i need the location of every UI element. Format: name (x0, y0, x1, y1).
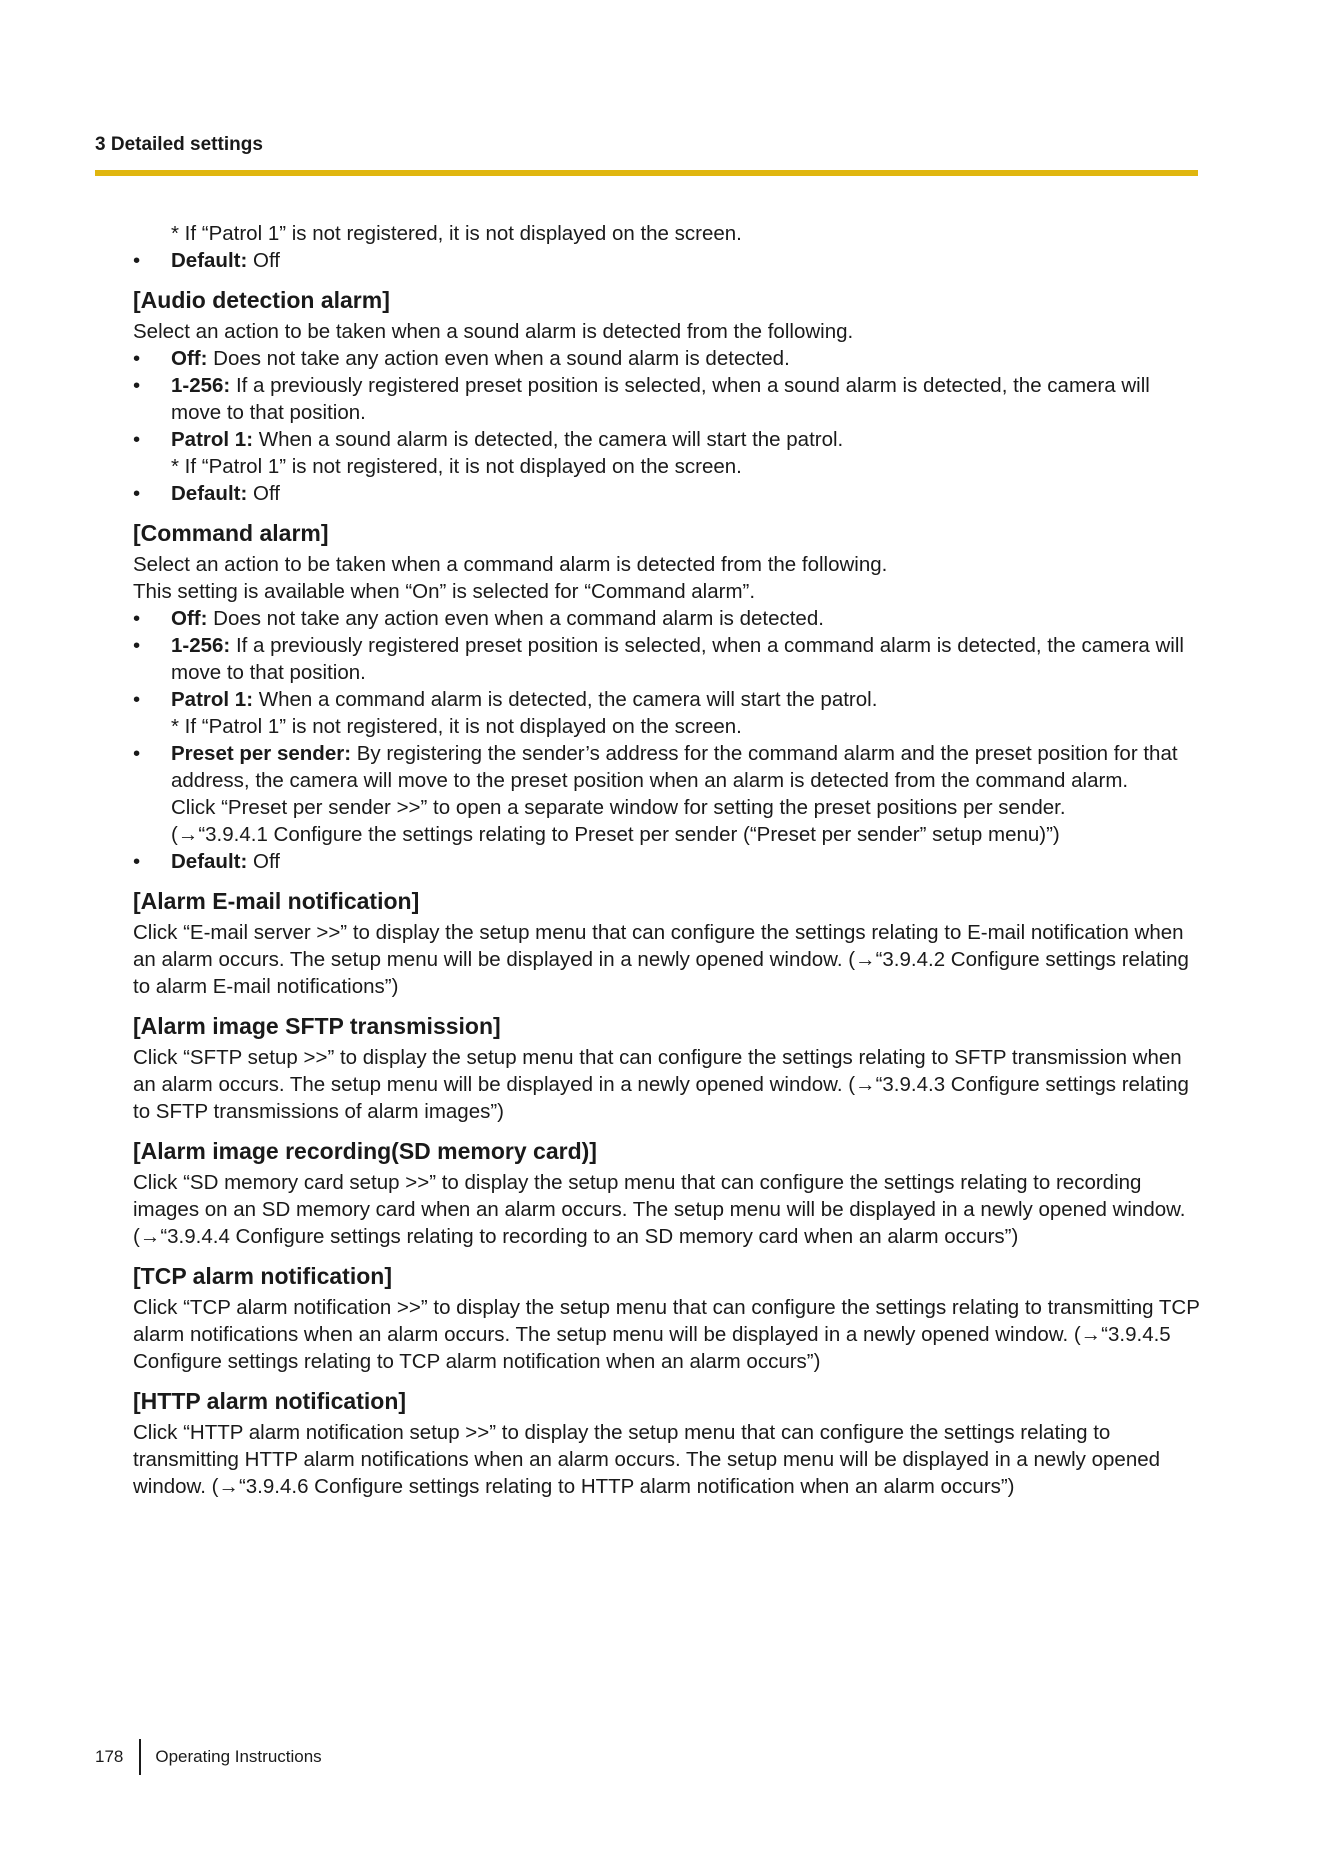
list-item: • 1-256: If a previously registered preset position is selected, when a command alarm is detected, the camera will move to that position. (133, 634, 1184, 684)
list-item: • Default: Off (133, 850, 280, 873)
page-footer (95, 1739, 322, 1775)
page-number: 178 (95, 1747, 124, 1766)
list-item: • Preset per sender: By registering the sender’s address for the command alarm and the preset position for that address, the camera will move to the preset position when an alarm is detected from the command alarm. Click “Preset per sender >>” to open a separate window for setting the preset positions per sender. (→“3.9.4.1 Configure the settings relating to Preset per sender (“Preset per sender” setup menu)”) (133, 740, 1201, 848)
footer-divider (139, 1739, 141, 1775)
bullet-icon: • (133, 374, 141, 397)
patrol-note: * If “Patrol 1” is not registered, it is not displayed on the screen. (171, 222, 742, 245)
section-title-email: [Alarm E-mail notification] (133, 888, 420, 914)
section-title-http: [HTTP alarm notification] (133, 1388, 407, 1414)
bullet-icon: • (133, 850, 141, 873)
list-item: • Default: Off (133, 249, 280, 272)
header-rule (95, 170, 1198, 176)
section-body: Click “TCP alarm notification >>” to display the setup menu that can configure the settings relating to transmitting TCP alarm notifications when an alarm occurs. The setup menu will be displayed in a newly opened window. (→“3.9.4.5 Configure settings relating to TCP alarm notification when an alarm occurs”) (133, 1296, 1200, 1373)
document-title: Operating Instructions (155, 1747, 322, 1766)
section-title-sd: [Alarm image recording(SD memory card)] (133, 1138, 597, 1164)
sender-instruction: Click “Preset per sender >>” to open a separate window for setting the preset positions per sender. (171, 796, 1066, 819)
patrol-note: * If “Patrol 1” is not registered, it is not displayed on the screen. (171, 715, 742, 738)
section-title-sftp: [Alarm image SFTP transmission] (133, 1013, 501, 1039)
list-item: • 1-256: If a previously registered preset position is selected, when a sound alarm is detected, the camera will move to that position. (133, 374, 1150, 424)
bullet-icon: • (133, 607, 141, 630)
list-item: • Off: Does not take any action even when a sound alarm is detected. (133, 347, 790, 370)
bullet-icon: • (133, 249, 141, 272)
bullet-icon: • (133, 428, 141, 451)
bullet-icon: • (133, 347, 141, 370)
patrol-note: * If “Patrol 1” is not registered, it is not displayed on the screen. (171, 455, 742, 478)
list-item: • Default: Off (133, 482, 280, 505)
bullet-icon: • (133, 634, 141, 657)
bullet-icon: • (133, 482, 141, 505)
page-content (133, 220, 1201, 1500)
section-title-tcp: [TCP alarm notification] (133, 1263, 392, 1289)
section-desc: Select an action to be taken when a sound alarm is detected from the following. (133, 320, 854, 343)
running-header: 3 Detailed settings (95, 134, 263, 155)
list-item: • Patrol 1: When a command alarm is detected, the camera will start the patrol. * If “Patrol 1” is not registered, it is not displayed on the screen. (133, 686, 1201, 740)
section-body: Click “HTTP alarm notification setup >>” to display the setup menu that can configure the settings relating to transmitting HTTP alarm notifications when an alarm occurs. The setup menu will be displayed in a newly opened window. (→“3.9.4.6 Configure settings relating to HTTP alarm notification when an alarm occurs”) (133, 1421, 1161, 1498)
section-body: Click “SFTP setup >>” to display the setup menu that can configure the settings relating to SFTP transmission when an alarm occurs. The setup menu will be displayed in a newly opened window. (→“3.9.4.3 Configure settings relating to SFTP transmissions of alarm images”) (133, 1046, 1189, 1123)
section-body: Click “SD memory card setup >>” to display the setup menu that can configure the settings relating to recording images on an SD memory card when an alarm occurs. The setup menu will be displayed in a newly opened window. (→“3.9.4.4 Configure settings relating to recording to an SD memory card when an alarm occurs”) (133, 1171, 1186, 1248)
bullet-icon: • (133, 688, 141, 711)
cross-reference: (→“3.9.4.1 Configure the settings relating to Preset per sender (“Preset per sender” setup menu)”) (171, 823, 1060, 846)
section-title-audio: [Audio detection alarm] (133, 287, 390, 313)
section-title-command: [Command alarm] (133, 520, 329, 546)
list-item: • Patrol 1: When a sound alarm is detected, the camera will start the patrol. * If “Patrol 1” is not registered, it is not displayed on the screen. (133, 426, 1201, 480)
section-body: Click “E-mail server >>” to display the setup menu that can configure the settings relating to E-mail notification when an alarm occurs. The setup menu will be displayed in a newly opened window. (→“3.9.4.2 Configure settings relating to alarm E-mail notifications”) (133, 921, 1189, 998)
bullet-icon: • (133, 742, 141, 765)
list-item: • Off: Does not take any action even when a command alarm is detected. (133, 607, 824, 630)
section-desc: This setting is available when “On” is selected for “Command alarm”. (133, 580, 756, 603)
section-desc: Select an action to be taken when a command alarm is detected from the following. (133, 553, 888, 576)
